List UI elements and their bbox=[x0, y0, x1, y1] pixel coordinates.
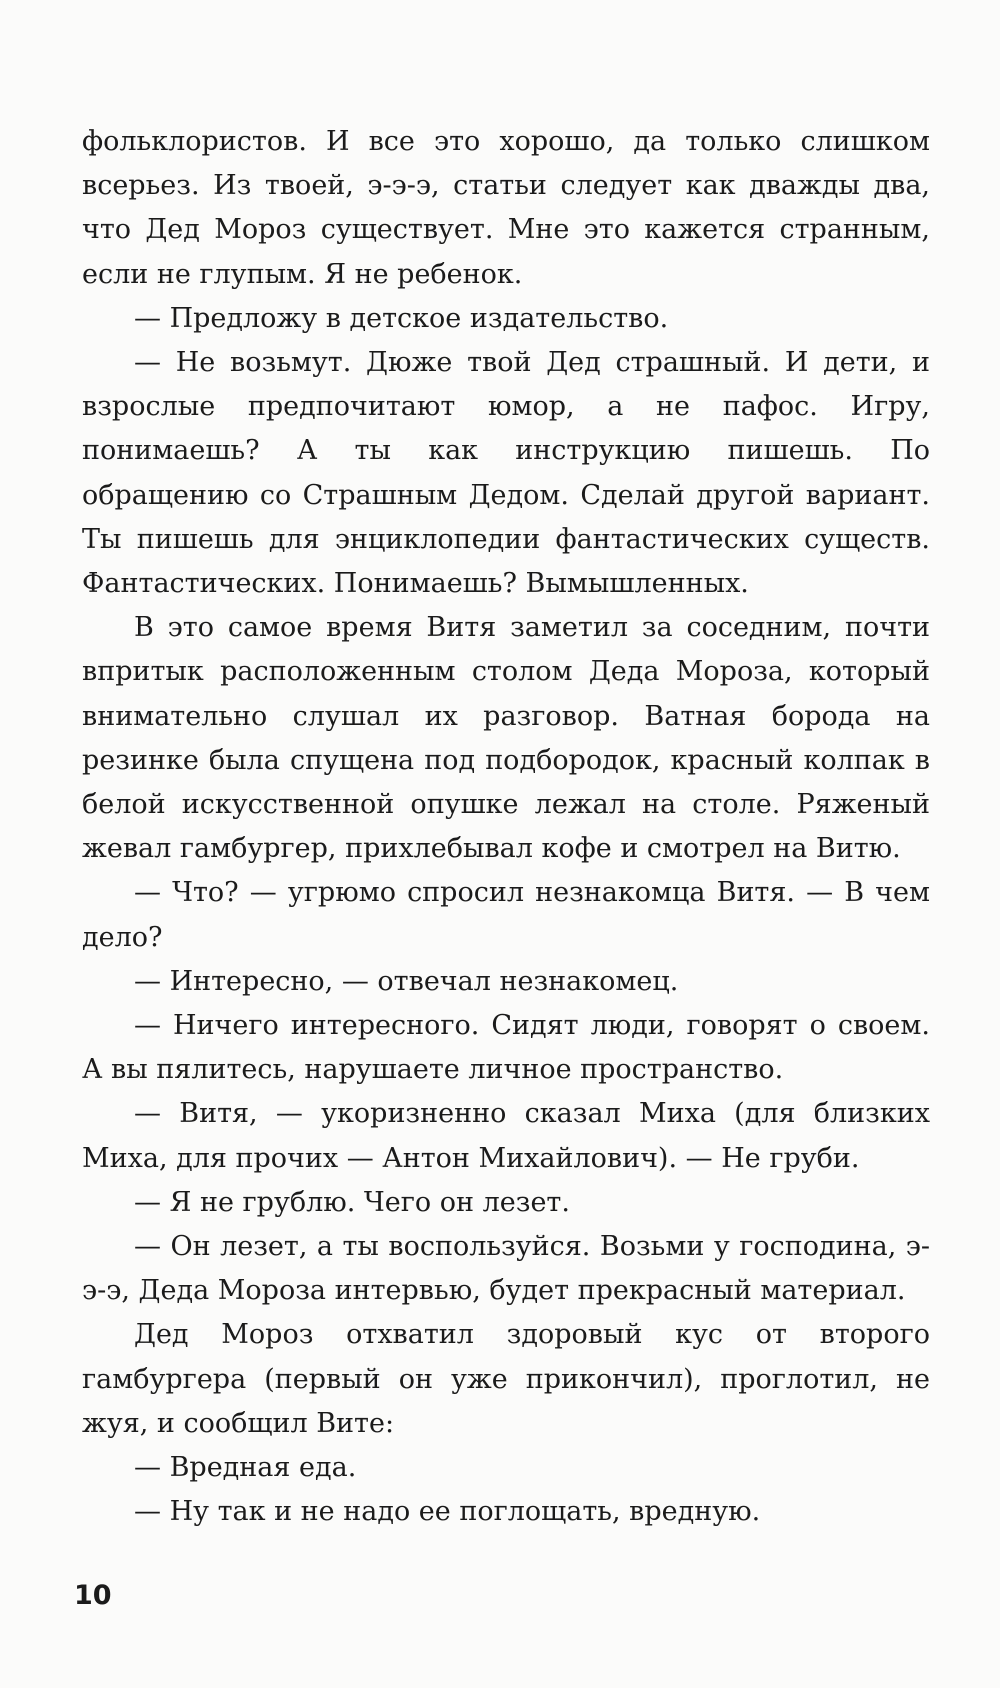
paragraph: — Он лезет, а ты воспользуйся. Возьми у господина, э-э-э, Деда Мороза интервью, будет прекрасный материал. bbox=[82, 1231, 930, 1307]
paragraph: — Интересно, — отвечал незнакомец. bbox=[134, 965, 679, 997]
paragraph: — Вредная еда. bbox=[134, 1452, 357, 1484]
paragraph: — Не возьмут. Дюже твой Дед страшный. И дети, и взрослые предпочитают юмор, а не пафос. Игру, понимаешь? А ты как инструкцию пишешь. По обращению со Страшным Дедом. Сделай другой вариант. Ты пишешь для энциклопедии фантастических существ. Фантастических. Понимаешь? Вымышленных. bbox=[82, 347, 930, 600]
paragraph: В это самое время Витя заметил за соседним, почти впритык расположенным столом Деда Мороза, который внимательно слушал их разговор. Ватная борода на резинке была спущена под подбородок, красный колпак в белой искусственной опушке лежал на столе. Ряженый жевал гамбургер, прихлебывал кофе и смотрел на Витю. bbox=[82, 612, 930, 865]
text-body bbox=[82, 120, 930, 1535]
paragraph-continuation: фольклористов. И все это хорошо, да только слишком всерьез. Из твоей, э-э-э, статьи следует как дважды два, что Дед Мороз существует. Мне это кажется странным, если не глупым. Я не ребенок. bbox=[82, 126, 930, 290]
paragraph: Дед Мороз отхватил здоровый кус от второго гамбургера (первый он уже прикончил), проглотил, не жуя, и сообщил Вите: bbox=[82, 1319, 930, 1439]
page-number: 10 bbox=[74, 1580, 112, 1611]
paragraph: — Ничего интересного. Сидят люди, говорят о своем. А вы пялитесь, нарушаете личное пространство. bbox=[82, 1010, 930, 1086]
paragraph: — Я не грублю. Чего он лезет. bbox=[134, 1186, 570, 1218]
paragraph: — Что? — угрюмо спросил незнакомца Витя. — В чем дело? bbox=[82, 877, 930, 953]
paragraph: — Предложу в детское издательство. bbox=[134, 302, 669, 334]
paragraph: — Ну так и не надо ее поглощать, вредную. bbox=[134, 1496, 761, 1528]
paragraph: — Витя, — укоризненно сказал Миха (для близких Миха, для прочих — Антон Михайлович). — Не груби. bbox=[82, 1098, 930, 1174]
